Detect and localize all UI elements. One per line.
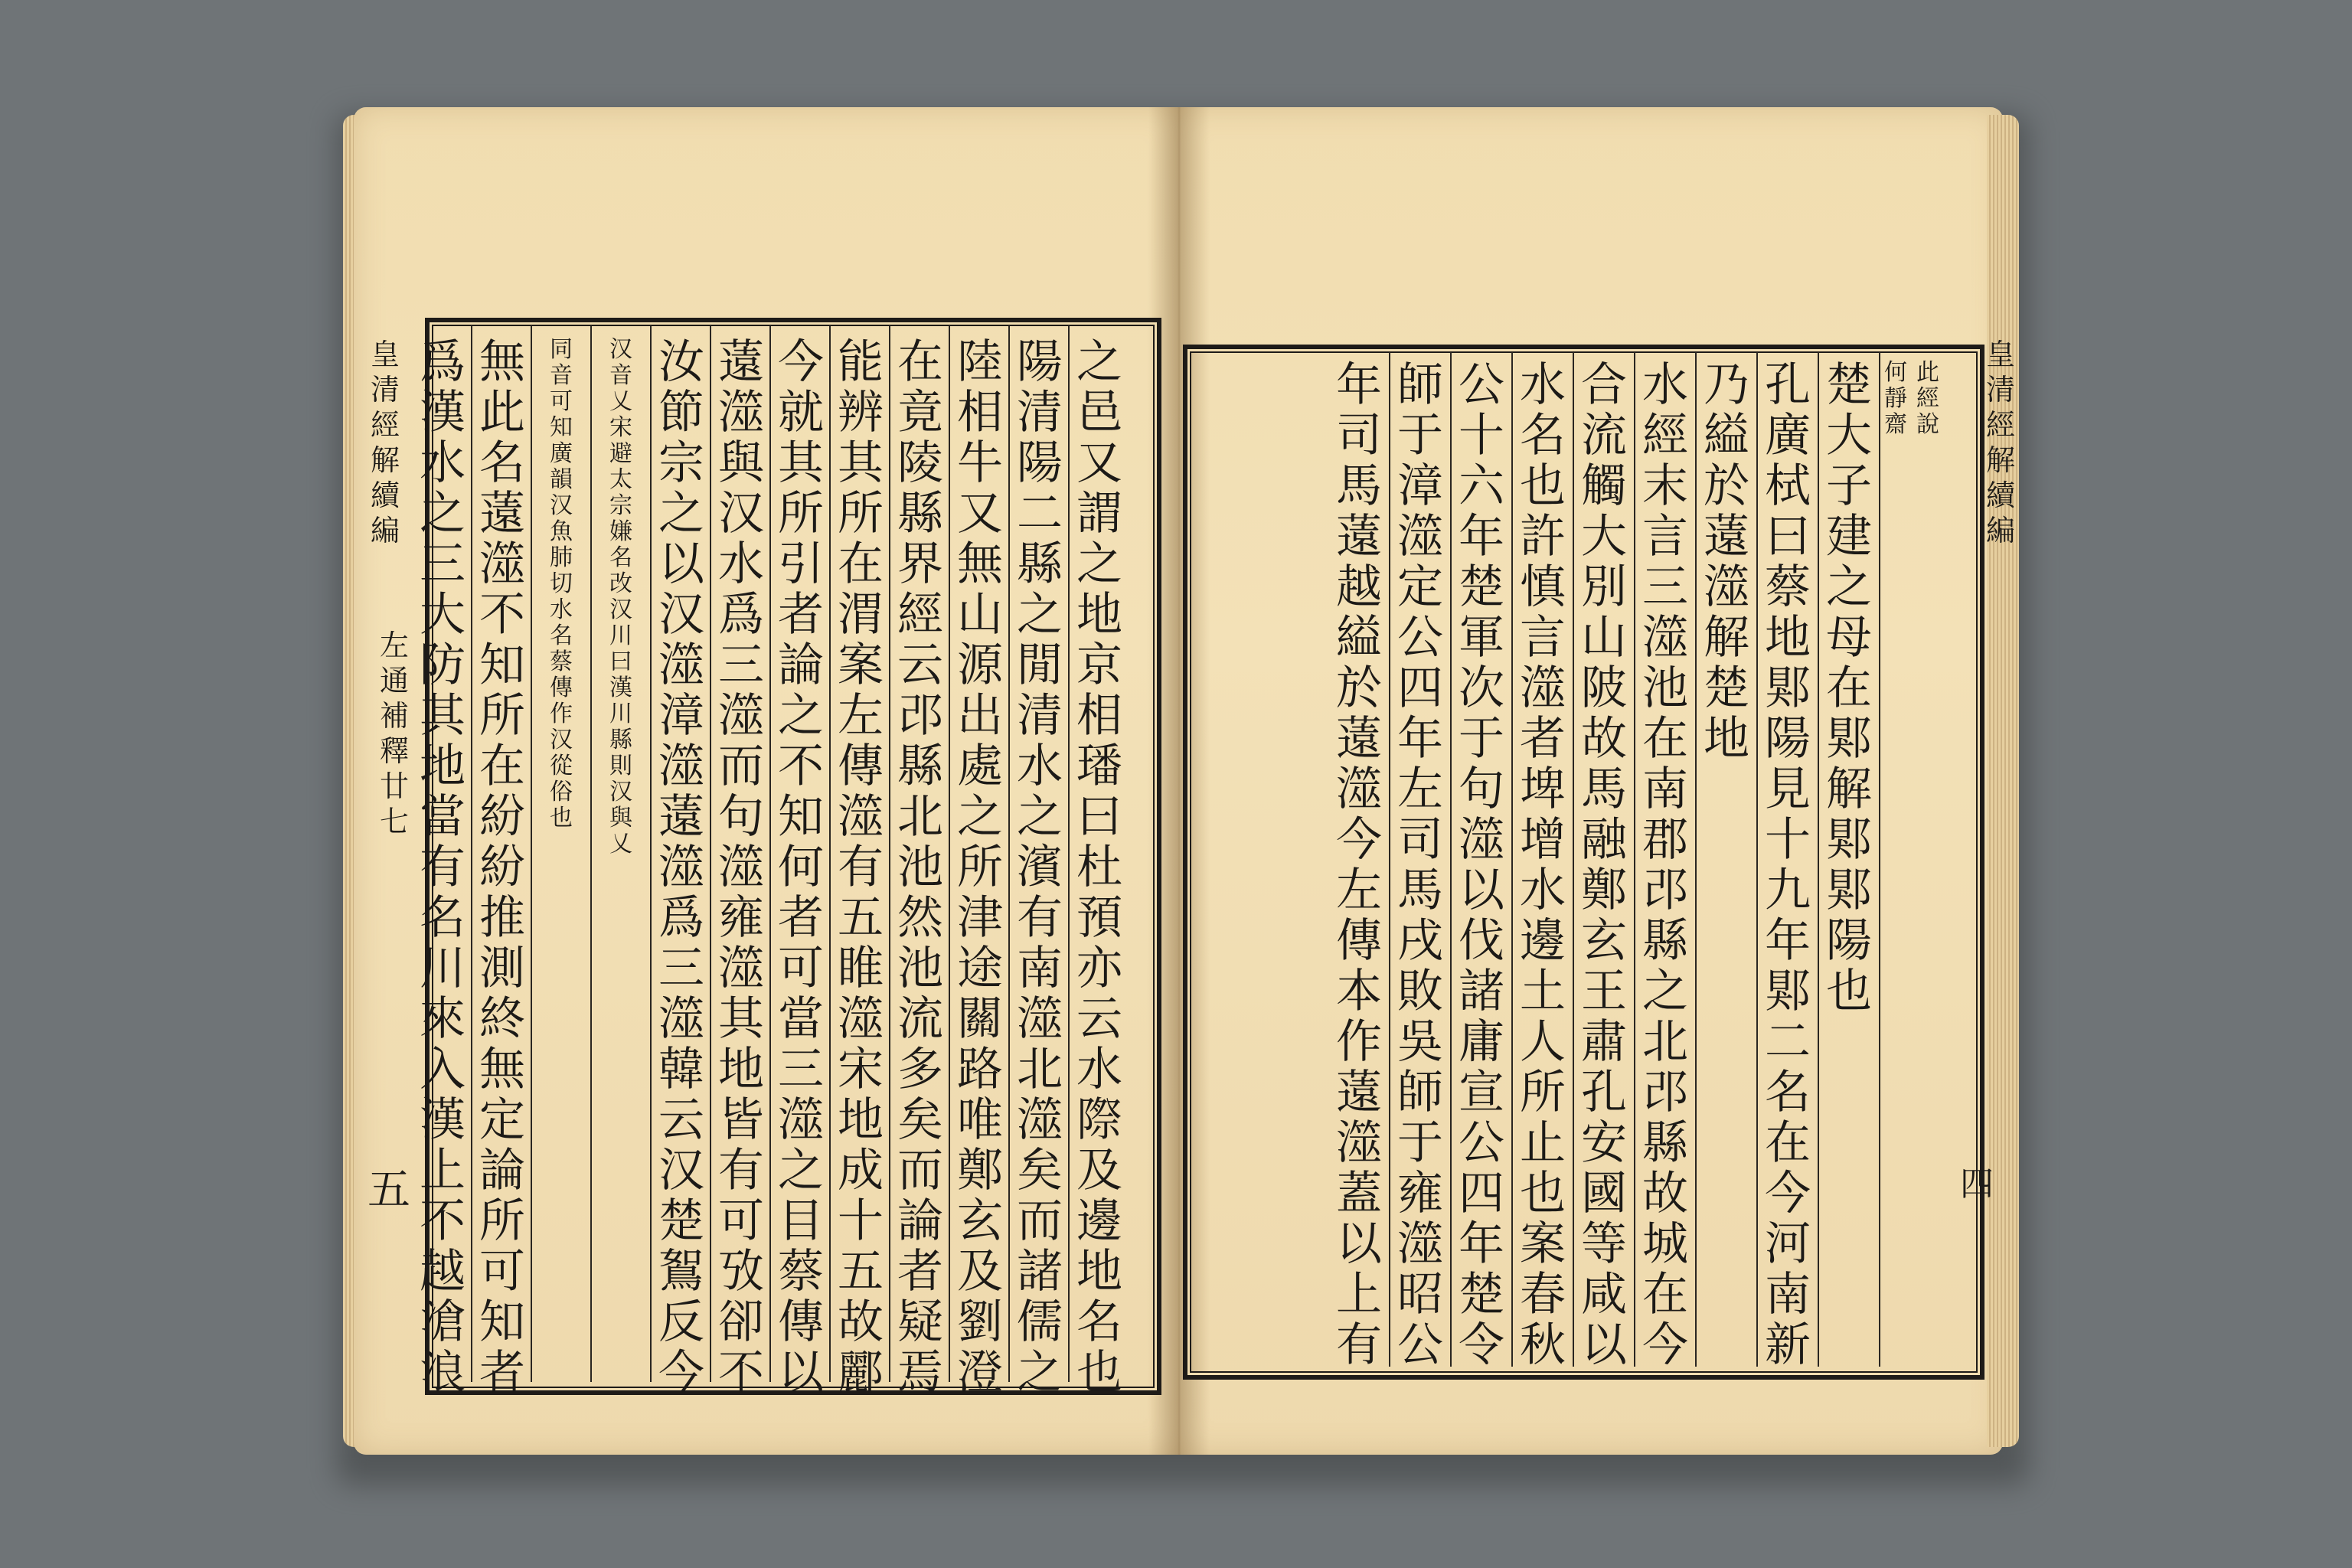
left-folio: 五 bbox=[368, 1165, 410, 1215]
column-rule bbox=[1068, 325, 1070, 1382]
column-rule bbox=[1511, 352, 1513, 1367]
text-column: 陸 相 牛 又 無 山 源 出 處 之 所 津 途 關 路 唯 鄭 玄 及 劉 澄 bbox=[957, 335, 1003, 1400]
column-rule bbox=[1818, 352, 1819, 1367]
column-rule bbox=[1450, 352, 1452, 1367]
column-rule bbox=[829, 325, 831, 1382]
right-running-head: 皇 清 經 解 續 編 bbox=[1985, 338, 2015, 547]
text-column: 爲 漢 水 之 三 大 防 其 地 當 有 名 川 來 入 漢 上 不 越 滄 浪 bbox=[420, 335, 466, 1400]
text-column: 薳 澨 與 汉 水 爲 三 澨 而 句 澨 雍 澨 其 地 皆 有 可 攷 卻 不 bbox=[718, 335, 764, 1400]
right-folio: 四 bbox=[1960, 1165, 1994, 1204]
column-rule bbox=[471, 325, 472, 1382]
left-running-head: 皇 清 經 解 續 編 bbox=[370, 338, 400, 547]
text-column: 水 經 末 言 三 澨 池 在 南 郡 邔 縣 之 北 邔 縣 故 城 在 今 bbox=[1642, 358, 1688, 1372]
text-column: 水 名 也 許 慎 言 澨 者 埤 增 水 邊 土 人 所 止 也 案 春 秋 bbox=[1520, 358, 1566, 1372]
text-column: 汉 音 乂 宋 避 太 宗 嫌 名 改 汉 川 曰 漢 川 縣 則 汉 與 乂 bbox=[609, 336, 632, 858]
text-column: 公 十 六 年 楚 軍 次 于 句 澨 以 伐 諸 庸 宣 公 四 年 楚 令 bbox=[1459, 358, 1504, 1372]
column-rule bbox=[1573, 352, 1574, 1367]
text-column: 乃 縊 於 薳 澨 解 楚 地 bbox=[1704, 358, 1749, 766]
text-column: 今 就 其 所 引 者 論 之 不 知 何 者 可 當 三 澨 之 目 蔡 傳 以 bbox=[778, 335, 824, 1400]
left-section-label: 左 通 補 釋 廿 七 bbox=[379, 629, 409, 838]
page-edges-right bbox=[1987, 115, 2019, 1447]
column-rule bbox=[650, 325, 652, 1382]
text-column: 同 音 可 知 廣 韻 汉 魚 肺 切 水 名 蔡 傳 作 汉 從 俗 也 bbox=[550, 336, 573, 831]
text-column: 之 邑 又 謂 之 地 京 相 璠 曰 杜 預 亦 云 水 際 及 邊 地 名 也 bbox=[1076, 335, 1122, 1400]
text-column: 此 經 說 bbox=[1916, 359, 1939, 438]
text-column: 無 此 名 薳 澨 不 知 所 在 紛 紛 推 測 終 無 定 論 所 可 知 者 bbox=[479, 335, 525, 1400]
column-rule bbox=[531, 325, 532, 1382]
text-column: 年 司 馬 薳 越 縊 於 薳 澨 今 左 傳 本 作 薳 澨 蓋 以 上 有 bbox=[1336, 358, 1382, 1372]
text-column: 何 靜 齋 bbox=[1884, 359, 1907, 438]
column-rule bbox=[889, 325, 890, 1382]
text-column: 汝 節 宗 之 以 汉 澨 漳 澨 薳 澨 爲 三 澨 韓 云 汉 楚 鴽 反 今 bbox=[658, 335, 704, 1400]
column-rule bbox=[710, 325, 711, 1382]
text-column: 能 辨 其 所 在 渭 案 左 傳 澨 有 五 睢 澨 宋 地 成 十 五 故 酈 bbox=[838, 335, 884, 1400]
column-rule bbox=[949, 325, 950, 1382]
column-rule bbox=[590, 325, 592, 1382]
text-column: 合 流 觸 大 別 山 陂 故 馬 融 鄭 玄 王 肅 孔 安 國 等 咸 以 bbox=[1581, 358, 1627, 1372]
column-rule bbox=[1389, 352, 1390, 1367]
column-rule bbox=[1695, 352, 1697, 1367]
text-column: 師 于 漳 澨 定 公 四 年 左 司 馬 戌 敗 吳 師 于 雍 澨 昭 公 bbox=[1397, 358, 1443, 1372]
text-column: 陽 清 陽 二 縣 之 閒 清 水 之 濱 有 南 澨 北 澨 矣 而 諸 儒 之 bbox=[1017, 335, 1063, 1400]
column-rule bbox=[1756, 352, 1758, 1367]
text-column: 孔 廣 栻 曰 蔡 地 郹 陽 見 十 九 年 郹 二 名 在 今 河 南 新 bbox=[1765, 358, 1811, 1372]
column-rule bbox=[1634, 352, 1635, 1367]
text-column: 楚 大 子 建 之 母 在 郹 解 郹 郹 陽 也 bbox=[1826, 358, 1872, 1018]
column-rule bbox=[1008, 325, 1010, 1382]
column-rule bbox=[1879, 352, 1880, 1367]
text-column: 在 竟 陵 縣 界 經 云 邔 縣 北 池 然 池 流 多 矣 而 論 者 疑 焉 bbox=[897, 335, 943, 1400]
column-rule bbox=[769, 325, 771, 1382]
